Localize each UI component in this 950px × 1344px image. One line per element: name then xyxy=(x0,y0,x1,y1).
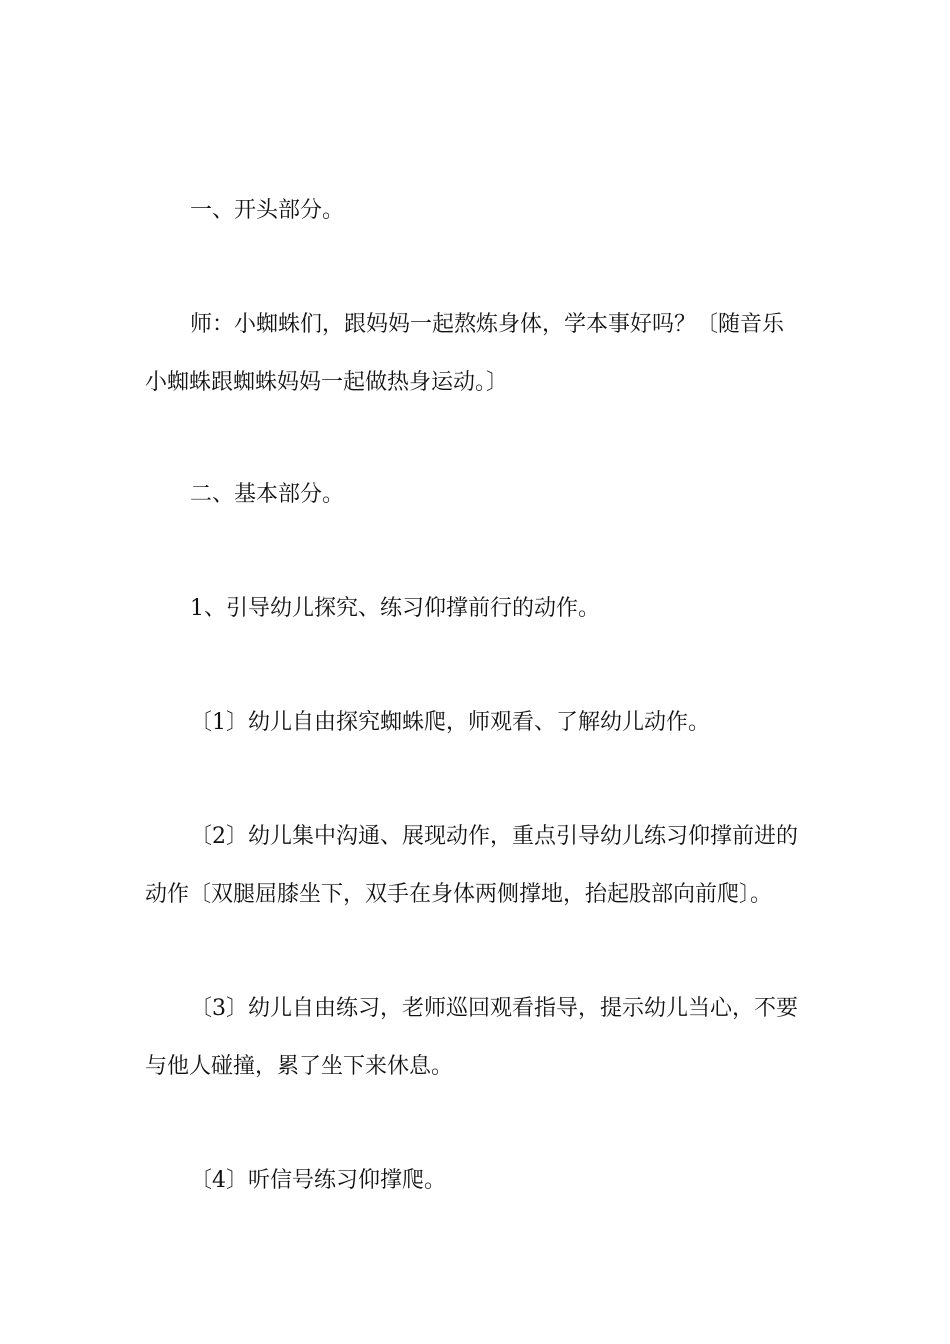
list-item-4 xyxy=(145,1152,810,1210)
subsection-heading-1 xyxy=(145,580,810,638)
section-heading-opening xyxy=(145,182,810,240)
list-item-3 xyxy=(145,980,810,1096)
paragraph-line: 1、引导幼儿探究、练习仰撑前行的动作。 xyxy=(190,596,600,621)
paragraph-line: 二、基本部分。 xyxy=(190,482,345,507)
paragraph-line: 与他人碰撞，累了坐下来休息。 xyxy=(145,1054,454,1079)
list-item-2 xyxy=(145,808,810,924)
paragraph-line: 〔1〕幼儿自由探究蜘蛛爬，师观看、了解幼儿动作。 xyxy=(190,710,710,735)
paragraph-line: 小蜘蛛跟蜘蛛妈妈一起做热身运动。〕 xyxy=(145,370,509,395)
paragraph-line: 动作〔双腿屈膝坐下，双手在身体两侧撑地，抬起股部向前爬〕。 xyxy=(145,882,773,907)
list-item-1 xyxy=(145,694,810,752)
paragraph-line: 一、开头部分。 xyxy=(190,198,345,223)
paragraph-line: 师：小蜘蛛们，跟妈妈一起熬炼身体，学本事好吗？〔随音乐 xyxy=(190,312,785,337)
paragraph-line: 〔2〕幼儿集中沟通、展现动作，重点引导幼儿练习仰撑前进的 xyxy=(190,824,798,849)
paragraph-line: 〔4〕听信号练习仰撑爬。 xyxy=(190,1168,446,1193)
paragraph-line: 〔3〕幼儿自由练习，老师巡回观看指导，提示幼儿当心，不要 xyxy=(190,996,798,1021)
paragraph-teacher-intro xyxy=(145,296,810,412)
section-heading-basic xyxy=(145,466,810,524)
